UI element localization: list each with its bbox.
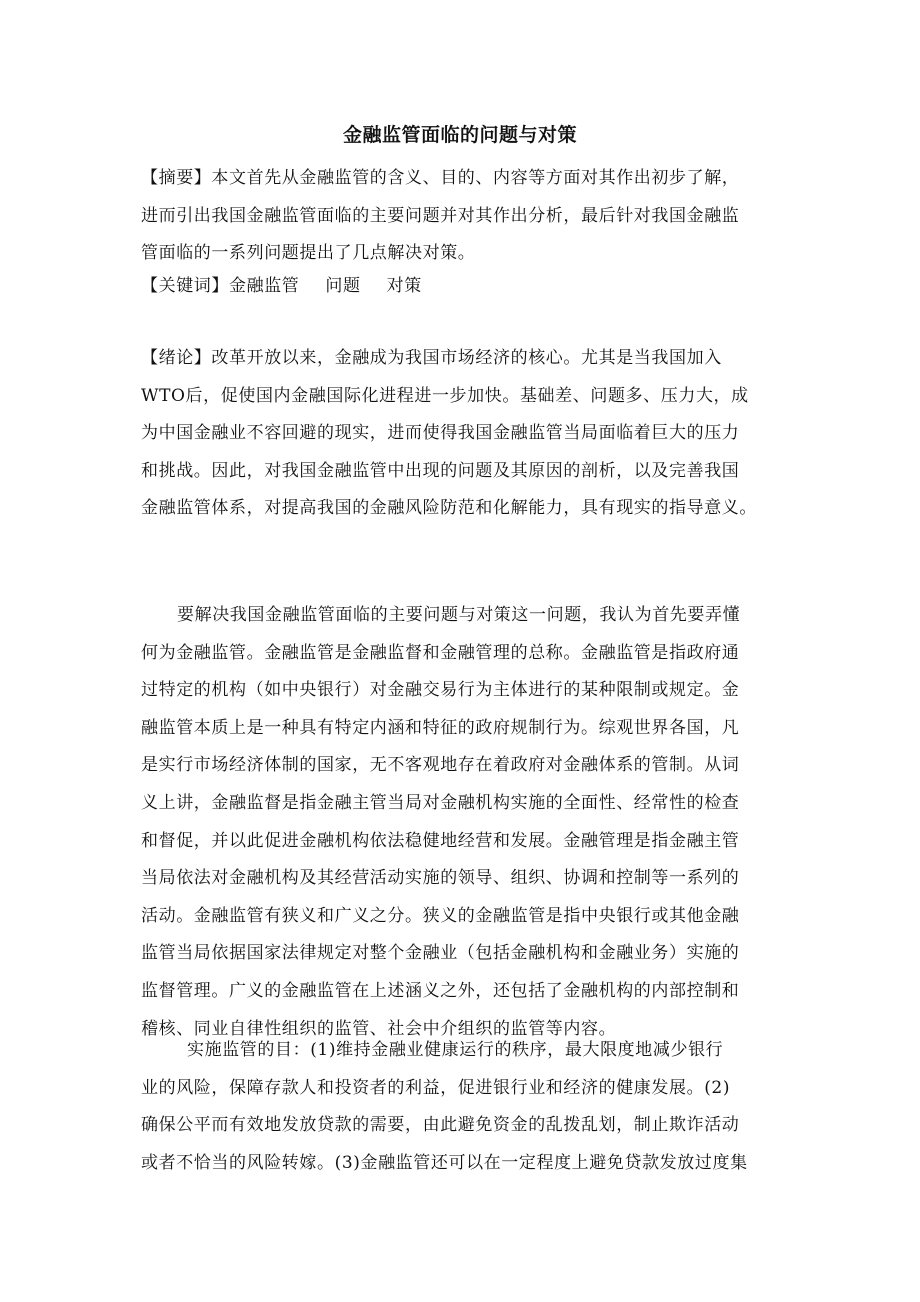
abstract-label: 【摘要】: [141, 168, 212, 188]
paragraph-line: 业的风险，保障存款人和投资者的利益，促进银行业和经济的健康发展。(2): [141, 1077, 731, 1098]
paragraph-line: 何为金融监管。金融监管是金融监督和金融管理的总称。金融监管是指政府通: [141, 642, 740, 663]
paragraph-line: 义上讲，金融监督是指金融主管当局对金融机构实施的全面性、经常性的检查: [141, 792, 740, 813]
abstract-text: 本文首先从金融监管的含义、目的、内容等方面对其作出初步了解，: [211, 168, 740, 188]
body-paragraph-definition: [141, 597, 781, 1048]
intro-line: WTO后，促使国内金融国际化进程进一步加快。基础差、问题多、压力大，成: [141, 385, 749, 406]
intro-text: 改革开放以来，金融成为我国市场经济的核心。尤其是当我国加入: [211, 348, 722, 368]
abstract-line: 进而引出我国金融监管面临的主要问题并对其作出分析，最后针对我国金融监: [141, 205, 740, 226]
keyword: 金融监管: [229, 276, 300, 296]
paragraph-line: 确保公平而有效地发放贷款的需要，由此避免资金的乱拨乱划，制止欺诈活动: [141, 1115, 740, 1136]
intro-line: 金融监管体系，对提高我国的金融风险防范和化解能力，具有现实的指导意义。: [141, 498, 757, 519]
keyword: 问题: [325, 276, 361, 296]
intro-line: 为中国金融业不容回避的现实，进而使得我国金融监管当局面临着巨大的压力: [141, 423, 740, 444]
paragraph-line: 当局依法对金融机构及其经营活动实施的领导、组织、协调和控制等一系列的: [141, 868, 740, 889]
intro-label: 【绪论】: [141, 348, 212, 368]
paragraph-line: 活动。金融监管有狭义和广义之分。狭义的金融监管是指中央银行或其他金融: [141, 905, 740, 926]
intro-line: 和挑战。因此，对我国金融监管中出现的问题及其原因的剖析，以及完善我国: [141, 460, 740, 481]
paragraph-line: 要解决我国金融监管面临的主要问题与对策这一问题，我认为首先要弄懂: [177, 605, 741, 625]
abstract-line: 管面临的一系列问题提出了几点解决对策。: [141, 243, 476, 264]
abstract-section: [141, 160, 781, 273]
keywords-line: [141, 268, 781, 306]
introduction-section: [141, 340, 781, 528]
paragraph-line: 是实行市场经济体制的国家，无不客观地存在着政府对金融体系的管制。从词: [141, 755, 740, 776]
keyword: 对策: [386, 276, 422, 296]
paragraph-line: 监管当局依据国家法律规定对整个金融业（包括金融机构和金融业务）实施的: [141, 943, 740, 964]
keywords-label: 【关键词】: [141, 276, 229, 296]
paragraph-line: 融监管本质上是一种具有特定内涵和特征的政府规制行为。综观世界各国，凡: [141, 717, 740, 738]
paragraph-line: 或者不恰当的风险转嫁。(3)金融监管还可以在一定程度上避免贷款发放过度集: [141, 1152, 748, 1173]
document-title: 金融监管面临的问题与对策: [342, 124, 577, 146]
keywords-section: [141, 268, 781, 306]
paragraph-line: 实施监管的目：(1)维持金融业健康运行的秩序，最大限度地减少银行: [187, 1040, 724, 1060]
paragraph-line: 监督管理。广义的金融监管在上述涵义之外，还包括了金融机构的内部控制和: [141, 980, 740, 1001]
paragraph-line: 稽核、同业自律性组织的监管、社会中介组织的监管等内容。: [141, 1018, 617, 1039]
paragraph-line: 过特定的机构（如中央银行）对金融交易行为主体进行的某种限制或规定。金: [141, 680, 740, 701]
body-paragraph-objectives: [141, 1032, 781, 1182]
abstract-line: [141, 160, 781, 198]
paragraph-line: 和督促，并以此促进金融机构依法稳健地经营和发展。金融管理是指金融主管: [141, 830, 740, 851]
intro-line: [141, 340, 781, 378]
